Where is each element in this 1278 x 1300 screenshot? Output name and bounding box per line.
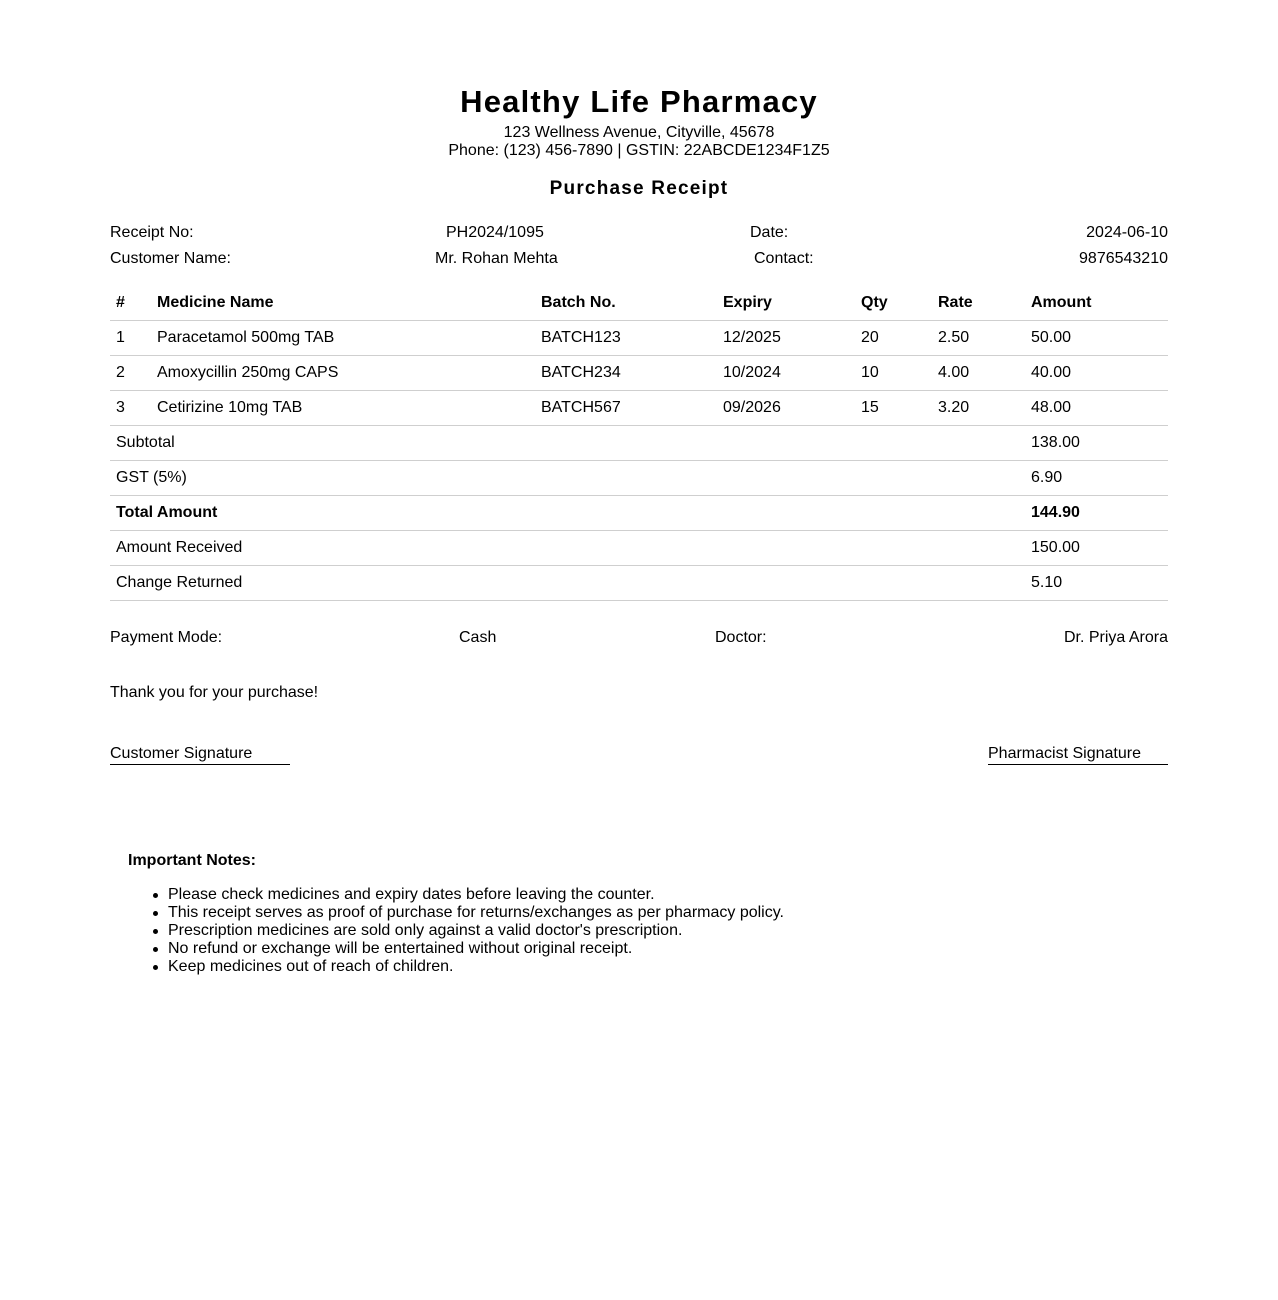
row-rate: 3.20	[932, 391, 1025, 426]
store-address: 123 Wellness Avenue, Cityville, 45678	[503, 124, 775, 141]
date-value: 2024-06-10	[1086, 224, 1168, 241]
row-expiry: 09/2026	[717, 391, 855, 426]
customer-signature-line: Customer Signature	[110, 745, 290, 765]
header-batch-no: Batch No.	[535, 286, 717, 321]
contact-value: 9876543210	[1079, 250, 1168, 267]
header-num: #	[110, 286, 151, 321]
header-amount: Amount	[1025, 286, 1168, 321]
row-num: 1	[110, 321, 151, 356]
subtotal-label: Subtotal	[110, 426, 1025, 461]
change-returned-row	[110, 566, 1168, 601]
row-amount: 48.00	[1025, 391, 1168, 426]
amount-received-label: Amount Received	[110, 531, 1025, 566]
row-medicine-name: Paracetamol 500mg TAB	[151, 321, 535, 356]
row-qty: 10	[855, 356, 932, 391]
header-qty: Qty	[855, 286, 932, 321]
total-amount-row	[110, 496, 1168, 531]
row-batch-no: BATCH234	[535, 356, 717, 391]
row-amount: 50.00	[1025, 321, 1168, 356]
store-name: Healthy Life Pharmacy	[460, 84, 818, 119]
header-medicine-name: Medicine Name	[151, 286, 535, 321]
thank-you-message: Thank you for your purchase!	[110, 684, 319, 701]
gst-label: GST (5%)	[110, 461, 1025, 496]
row-num: 3	[110, 391, 151, 426]
note-item: No refund or exchange will be entertained without original receipt.	[168, 940, 784, 958]
header-rate: Rate	[932, 286, 1025, 321]
total-amount-label: Total Amount	[110, 496, 1025, 531]
date-label: Date:	[750, 224, 789, 241]
contact-label: Contact:	[754, 250, 814, 267]
receipt-info-row	[110, 223, 1168, 243]
payment-info-row	[110, 628, 1168, 648]
row-medicine-name: Amoxycillin 250mg CAPS	[151, 356, 535, 391]
note-item: This receipt serves as proof of purchase for returns/exchanges as per pharmacy policy.	[168, 904, 784, 921]
doctor-value: Dr. Priya Arora	[1063, 629, 1168, 646]
important-notes-title: Important Notes:	[128, 852, 256, 869]
header-expiry: Expiry	[717, 286, 855, 321]
subtotal-value: 138.00	[1025, 426, 1168, 461]
row-num: 2	[110, 356, 151, 391]
change-returned-value: 5.10	[1025, 566, 1168, 601]
note-item: Keep medicines out of reach of children.	[168, 958, 784, 976]
gst-row	[110, 461, 1168, 496]
row-expiry: 12/2025	[717, 321, 855, 356]
receipt-no-label: Receipt No:	[110, 224, 194, 241]
total-amount-value: 144.90	[1025, 496, 1168, 531]
change-returned-label: Change Returned	[110, 566, 1025, 601]
note-item: Please check medicines and expiry dates before leaving the counter.	[168, 886, 784, 904]
row-rate: 2.50	[932, 321, 1025, 356]
row-batch-no: BATCH567	[535, 391, 717, 426]
row-batch-no: BATCH123	[535, 321, 717, 356]
customer-info-row	[110, 249, 1168, 269]
row-qty: 15	[855, 391, 932, 426]
doctor-label: Doctor:	[715, 629, 767, 646]
note-item: Prescription medicines are sold only against a valid doctor's prescription.	[168, 922, 784, 940]
customer-name-value: Mr. Rohan Mehta	[435, 250, 558, 267]
amount-received-value: 150.00	[1025, 531, 1168, 566]
row-expiry: 10/2024	[717, 356, 855, 391]
row-medicine-name: Cetirizine 10mg TAB	[151, 391, 535, 426]
amount-received-row	[110, 531, 1168, 566]
pharmacist-signature-line: Pharmacist Signature	[988, 745, 1168, 765]
row-amount: 40.00	[1025, 356, 1168, 391]
table-header-row	[110, 286, 1168, 321]
gst-value: 6.90	[1025, 461, 1168, 496]
payment-mode-label: Payment Mode:	[110, 629, 223, 646]
table-row	[110, 356, 1168, 391]
receipt-title: Purchase Receipt	[549, 178, 729, 199]
subtotal-row	[110, 426, 1168, 461]
receipt-no-value: PH2024/1095	[446, 224, 544, 241]
table-row	[110, 391, 1168, 426]
items-table	[110, 286, 1168, 601]
table-row	[110, 321, 1168, 356]
row-rate: 4.00	[932, 356, 1025, 391]
store-phone: Phone: (123) 456-7890 | GSTIN: 22ABCDE1234F1Z5	[448, 142, 830, 159]
payment-mode-value: Cash	[459, 629, 497, 646]
customer-name-label: Customer Name:	[110, 250, 231, 267]
row-qty: 20	[855, 321, 932, 356]
important-notes-list	[168, 886, 784, 976]
